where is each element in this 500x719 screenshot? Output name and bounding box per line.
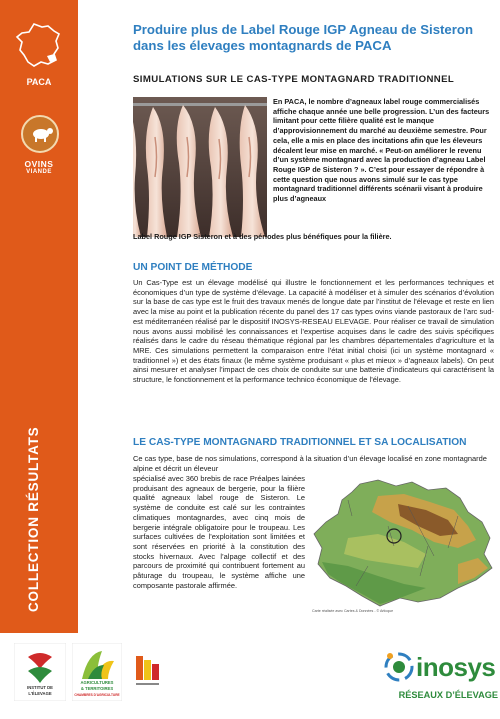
intro-text: En PACA, le nombre d’agneaux label rouge commercialisés affiche chaque année une belle progression. L’un des facteurs limitant pour cette filière qualité est le manque d’approvisionnement du marché au deuxième semestre. Pour cela, elle a mis en place des incitations afin que les éleveurs décalent leur mise en marché. « Peut-on améliorer le revenu d’un système montagnard avec la production d’agneau Label Rouge IGP de Sisteron ? ». C’est pour essayer de répondre à cette question que nous avons simulé sur le cas type montagnard traditionnel différents scénarii visant à produire plus d’agneaux [273, 97, 490, 204]
paca-relief-map [308, 476, 496, 610]
chambres-label-3: CHAMBRES D'AGRICULTURE [74, 693, 120, 697]
reseaux-elevage-label: RÉSEAUX D’ÉLEVAGE [398, 690, 498, 700]
sheep-icon [30, 125, 54, 143]
section-heading-cas-type: LE CAS-TYPE MONTAGNARD TRADITIONNEL ET SA LOCALISATION [133, 437, 467, 448]
inosys-wordmark: inosys [416, 652, 496, 682]
collection-title: COLLECTION RÉSULTATS [26, 426, 41, 612]
france-map-icon [14, 22, 62, 68]
ovins-viande-badge [21, 115, 59, 153]
page-title: Produire plus de Label Rouge IGP Agneau de Sisteron dans les élevages montagnards de PACA [133, 22, 474, 53]
sidebar [0, 0, 78, 633]
section-text-cas-type-intro: Ce cas type, base de nos simulations, correspond à la situation d’un élevage localisé en zone montagnarde alpine et décrit un éleveur [133, 454, 487, 473]
page-subtitle: SIMULATIONS SUR LE CAS-TYPE MONTAGNARD TRADITIONNEL [133, 74, 455, 85]
region-label: PACA [26, 77, 52, 87]
lamb-carcasses-photo [133, 97, 267, 237]
map-caption: Carte réalisée avec Cartes & Données - © Articque [312, 609, 394, 613]
idele-label-2: L'ÉLEVAGE [28, 691, 52, 696]
intro-text-end: Label Rouge IGP Sisteron et à des périodes plus bénéfiques pour la filière. [133, 232, 392, 241]
section-text-methode: Un Cas-Type est un élevage modélisé qui illustre le fonctionnement et les performances techniques et économiques d’un type de système d’élevage. La capacité à modéliser et à simuler des scénarios d’évolution sur la base de cas type est le fruit des travaux menés de longue date par l’institut de l’élevage et reste en lien avec la mise au point et la publication récente du panel des 17 cas types ovins viande pastoraux de l’arc sud-est méditerranéen réalisé par le dispositif INOSYS-RESEAU ELEVAGE. Pour réaliser ce travail de simulation nous avons aussi mobilisé les connaissances et l’expertise acquises dans le cadre des suivis spécifiques réalisés dans le cadre du réseau thématique régional par les chambres départementales d’agriculture et la MRE. Ces simulations permettent la comparaison entre l’état initial choisi (ici un système montagnard « traditionnel ») et des états finaux (le même système produisant « plus et mieux » d’agneaux labels). On peut ainsi mesurer et analyser l’impact de ces choix de conduite sur une batterie d’indicateurs qui caractérisent la structure, le fonctionnement et la performance technico économique de l’élevage. [133, 278, 494, 385]
chambres-label-1: AGRICULTURES [80, 680, 114, 685]
badge-label-ovins: OVINS [24, 159, 54, 169]
badge-label-viande: VIANDE [26, 169, 52, 175]
section-heading-methode: UN POINT DE MÉTHODE [133, 262, 253, 273]
mre-logo [133, 652, 161, 692]
inosys-symbol-icon [382, 650, 416, 684]
idele-label-1: INSTITUT DE [27, 685, 53, 690]
section-text-cas-type: spécialisé avec 360 brebis de race Préalpes lainées produisant des agneaux de bergerie, pour la filière qualité agneaux label rouge de Sisteron. Le système de conduite est calé sur les contraintes climatiques montagnardes, avec cinq mois de bergerie intégrale obligatoire pour le troupeau. Les surfaces cultivées de l’exploitation sont limitées et sont réservées en priorité à la constitution des stocks hivernaux. Avec l’alpage collectif et des parcours de proximité qui contribuent fortement au pâturage du troupeau, le système affiche une composante pastorale affirmée. [133, 474, 305, 590]
inosys-logo [380, 640, 498, 708]
chambres-label-2: & TERRITOIRES [80, 686, 114, 691]
